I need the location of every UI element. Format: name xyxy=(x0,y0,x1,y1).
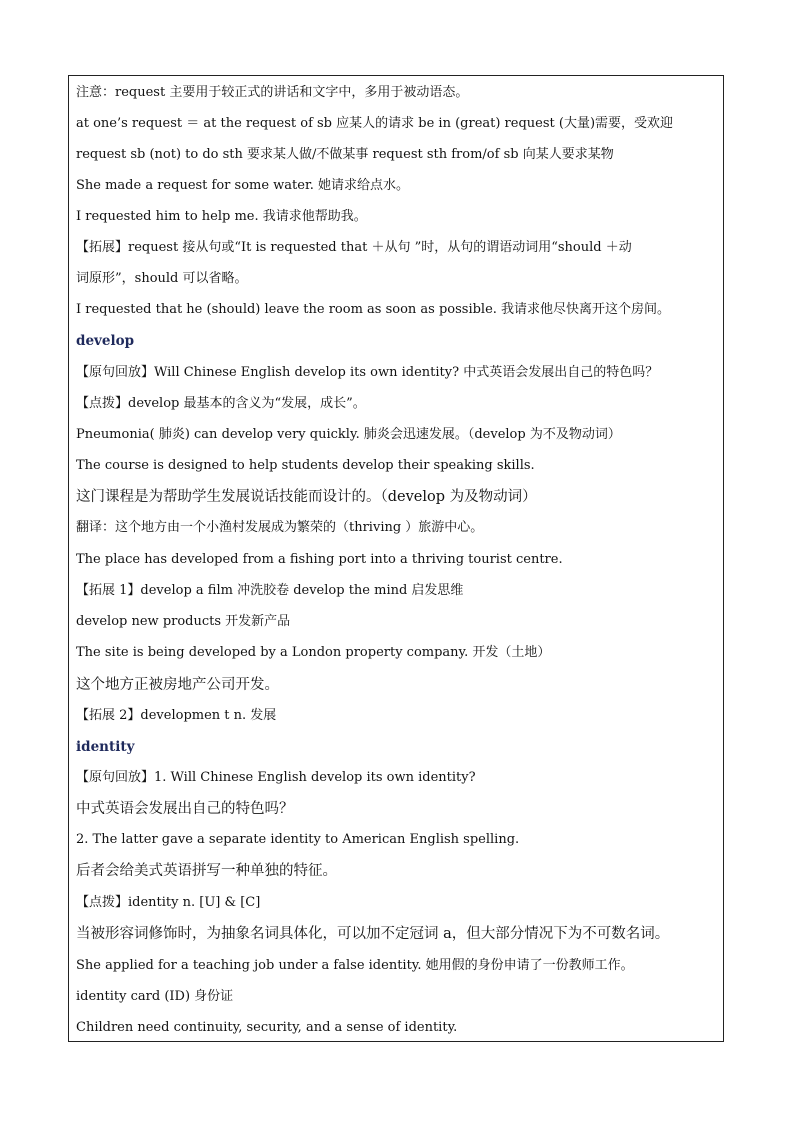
section-heading-develop: develop xyxy=(76,333,135,349)
text-line: I requested that he (should) leave the room as soon as possible. 我请求他尽快离开这个房间。 xyxy=(76,302,671,317)
text-line: 【拓展】request 接从句或“It is requested that ＋从句 ”时，从句的谓语动词用“should ＋动 xyxy=(76,240,632,255)
text-line: 【点拨】identity n. [U] & [C] xyxy=(76,895,261,910)
text-line: 【拓展 1】develop a film 冲洗胶卷 develop the mind 启发思维 xyxy=(76,583,464,598)
text-line: 当被形容词修饰时，为抽象名词具体化，可以加不定冠词 a，但大部分情况下为不可数名词。 xyxy=(76,926,670,942)
text-line: 【点拨】develop 最基本的含义为“发展，成长”。 xyxy=(76,396,366,411)
text-line: 词原形”，should 可以省略。 xyxy=(76,271,248,286)
text-line: The site is being developed by a London property company. 开发（土地） xyxy=(76,645,551,660)
text-line: 后者会给美式英语拼写一种单独的特征。 xyxy=(76,863,337,879)
text-line: 注意：request 主要用于较正式的讲话和文字中，多用于被动语态。 xyxy=(76,85,469,100)
text-line: request sb (not) to do sth 要求某人做/不做某事 request sth from/of sb 向某人要求某物 xyxy=(76,147,614,162)
text-line: 这门课程是为帮助学生发展说话技能而设计的。（develop 为及物动词） xyxy=(76,489,537,505)
text-line: 【原句回放】1. Will Chinese English develop its own identity? xyxy=(76,770,476,785)
text-line: The place has developed from a fishing port into a thriving tourist centre. xyxy=(76,552,563,567)
text-line: 【原句回放】Will Chinese English develop its own identity? 中式英语会发展出自己的特色吗？ xyxy=(76,365,659,380)
text-line: 【拓展 2】developmen t n. 发展 xyxy=(76,708,277,723)
text-line: 中式英语会发展出自己的特色吗？ xyxy=(76,801,294,817)
text-line: She applied for a teaching job under a false identity. 她用假的身份申请了一份教师工作。 xyxy=(76,958,634,973)
text-line: The course is designed to help students develop their speaking skills. xyxy=(76,458,535,473)
text-line: identity card (ID) 身份证 xyxy=(76,989,234,1004)
text-line: 2. The latter gave a separate identity to American English spelling. xyxy=(76,832,520,847)
text-line: develop new products 开发新产品 xyxy=(76,614,291,629)
text-line: 这个地方正被房地产公司开发。 xyxy=(76,677,279,693)
section-heading-identity: identity xyxy=(76,739,135,755)
text-line: She made a request for some water. 她请求给点水。 xyxy=(76,178,410,193)
text-line: I requested him to help me. 我请求他帮助我。 xyxy=(76,209,367,224)
text-line: Children need continuity, security, and a sense of identity. xyxy=(76,1020,458,1035)
text-line: 翻译：这个地方由一个小渔村发展成为繁荣的（thriving ）旅游中心。 xyxy=(76,520,484,535)
text-line: at one’s request ＝ at the request of sb 应某人的请求 be in (great) request (大量)需要，受欢迎 xyxy=(76,116,674,131)
text-line: Pneumonia( 肺炎) can develop very quickly. 肺炎会迅速发展。（develop 为不及物动词） xyxy=(76,427,621,442)
